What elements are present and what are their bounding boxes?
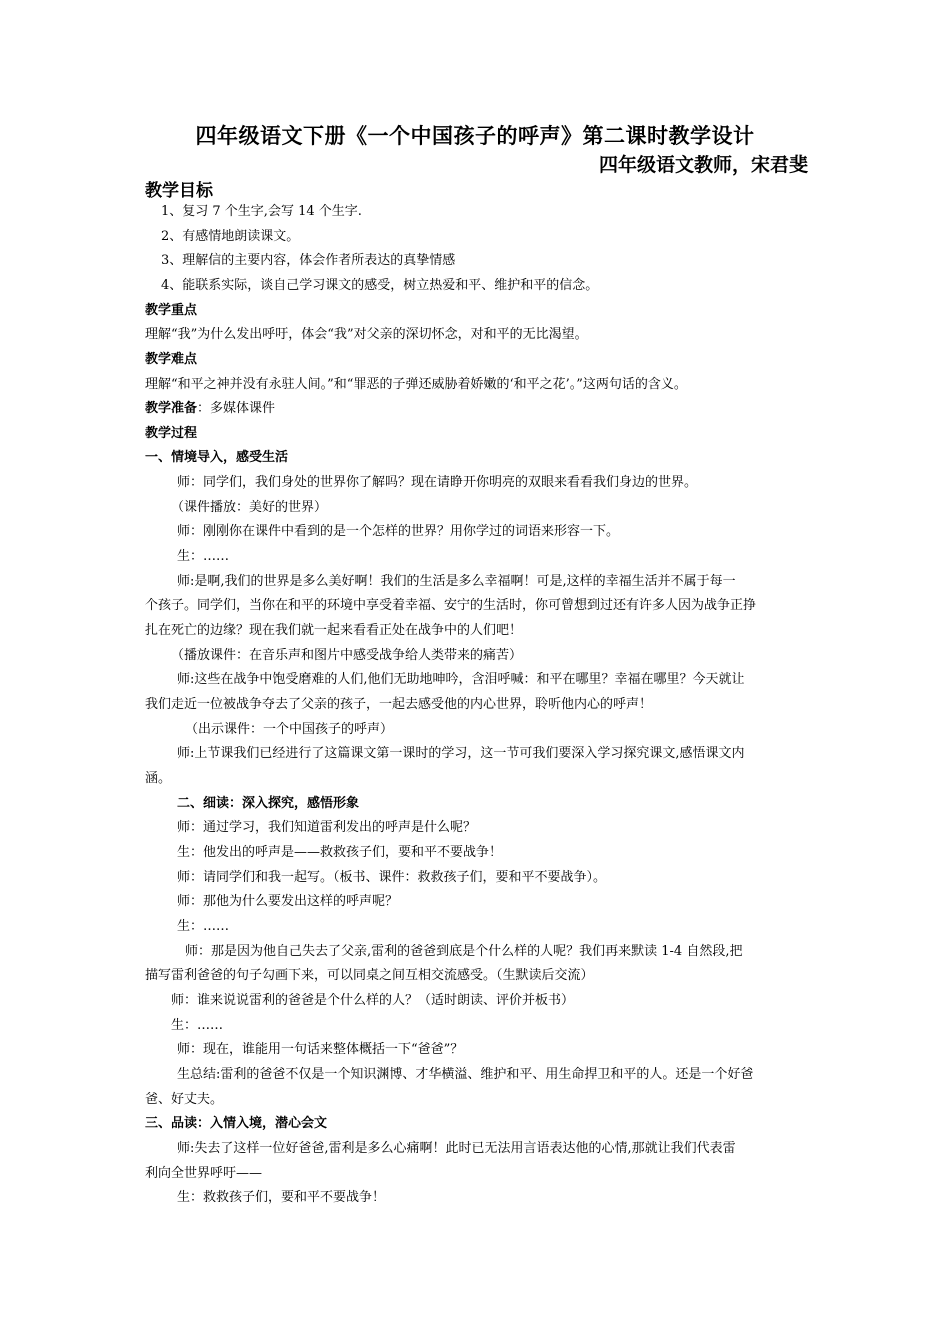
paragraph: 师：谁来说说雷利的爸爸是个什么样的人？（适时朗读、评价并板书） — [171, 993, 575, 1008]
paragraph: 描写雷利爸爸的句子勾画下来，可以同桌之间互相交流感受。（生默读后交流） — [145, 968, 594, 983]
preparation-line — [145, 397, 817, 422]
paragraph: 爸、好丈夫。 — [145, 1092, 224, 1107]
process-heading: 教学过程 — [145, 426, 198, 441]
paragraph: （课件播放：美好的世界） — [171, 500, 328, 515]
paragraph: 生总结:雷利的爸爸不仅是一个知识渊博、才华横溢、维护和平、用生命捍卫和平的人。还是一个好爸 — [177, 1067, 754, 1082]
key-points-heading: 教学重点 — [145, 303, 198, 318]
paragraph: 师：刚刚你在课件中看到的是一个怎样的世界？用你学过的词语来形容一下。 — [177, 524, 620, 539]
paragraph: （播放课件：在音乐声和图片中感受战争给人类带来的痛苦） — [171, 648, 523, 663]
paragraph: 师：通过学习，我们知道雷利发出的呼声是什么呢？ — [177, 820, 477, 835]
goals-heading: 教学目标 — [145, 181, 213, 201]
paragraph: 生：救救孩子们，要和平不要战争！ — [177, 1190, 386, 1205]
author-line: 四年级语文教师，宋君斐 — [598, 154, 808, 176]
paragraph: 涵。 — [145, 771, 172, 786]
difficulties-text: 理解“和平之神并没有永驻人间。”和“罪恶的子弹还威胁着娇嫩的‘和平之花’。”这两句话的含义。 — [145, 377, 687, 392]
paragraph: 师:失去了这样一位好爸爸,雷利是多么心痛啊！此时已无法用言语表达他的心情,那就让我们代表雷 — [177, 1141, 736, 1156]
preparation-heading: 教学准备 — [145, 401, 198, 416]
paragraph: 师:上节课我们已经进行了这篇课文第一课时的学习，这一节可我们要深入学习探究课文,感悟课文内 — [177, 746, 745, 761]
preparation-text: ：多媒体课件 — [197, 401, 276, 416]
section-1-heading: 一、情境导入，感受生活 — [145, 450, 289, 465]
paragraph: 我们走近一位被战争夺去了父亲的孩子，一起去感受他的内心世界，聆听他内心的呼声！ — [145, 697, 653, 712]
paragraph: 师：同学们，我们身处的世界你了解吗？现在请睁开你明亮的双眼来看看我们身边的世界。 — [177, 475, 698, 490]
paragraph: 生：他发出的呼声是——救救孩子们，要和平不要战争！ — [177, 845, 503, 860]
paragraph: 扎在死亡的边缘？现在我们就一起来看看正处在战争中的人们吧！ — [145, 623, 523, 638]
paragraph: 师:这些在战争中饱受磨难的人们,他们无助地呻吟，含泪呼喊：和平在哪里？幸福在哪里？今天就让 — [177, 672, 745, 687]
paragraph: 利向全世界呼吁—— — [145, 1166, 263, 1181]
paragraph: 师：请同学们和我一起写。（板书、课件：救救孩子们，要和平不要战争）。 — [177, 870, 607, 885]
paragraph: 生：…… — [177, 549, 230, 564]
difficulties-heading: 教学难点 — [145, 352, 198, 367]
goal-item-1: 1、复习 7 个生字,会写 14 个生字. — [161, 204, 362, 219]
key-points-text: 理解“我”为什么发出呼吁，体会“我”对父亲的深切怀念，对和平的无比渴望。 — [145, 327, 588, 342]
goal-item-2: 2、有感情地朗读课文。 — [161, 229, 300, 244]
paragraph: 个孩子。同学们，当你在和平的环境中享受着幸福、安宁的生活时，你可曾想到过还有许多人因为战争正挣 — [145, 598, 757, 613]
paragraph: 师：那他为什么要发出这样的呼声呢？ — [177, 894, 399, 909]
goal-item-4: 4、能联系实际，谈自己学习课文的感受，树立热爱和平、维护和平的信念。 — [161, 278, 599, 293]
goal-item-3: 3、理解信的主要内容，体会作者所表达的真挚情感 — [161, 253, 456, 268]
page-title: 四年级语文下册《一个中国孩子的呼声》第二课时教学设计 — [195, 124, 755, 148]
paragraph: 师:是啊,我们的世界是多么美好啊！我们的生活是多么幸福啊！可是,这样的幸福生活并不属于每一 — [177, 574, 736, 589]
paragraph: （出示课件：一个中国孩子的呼声） — [185, 722, 394, 737]
paragraph: 生：…… — [171, 1018, 224, 1033]
paragraph: 师：那是因为他自己失去了父亲,雷利的爸爸到底是个什么样的人呢？我们再来默读 1-4 自然段,把 — [185, 944, 743, 959]
paragraph: 师：现在，谁能用一句话来整体概括一下“爸爸”？ — [177, 1042, 464, 1057]
section-2-heading: 二、细读：深入探究，感悟形象 — [177, 796, 360, 811]
paragraph: 生：…… — [177, 919, 230, 934]
section-3-heading: 三、品读：入情入境，潜心会文 — [145, 1116, 328, 1131]
